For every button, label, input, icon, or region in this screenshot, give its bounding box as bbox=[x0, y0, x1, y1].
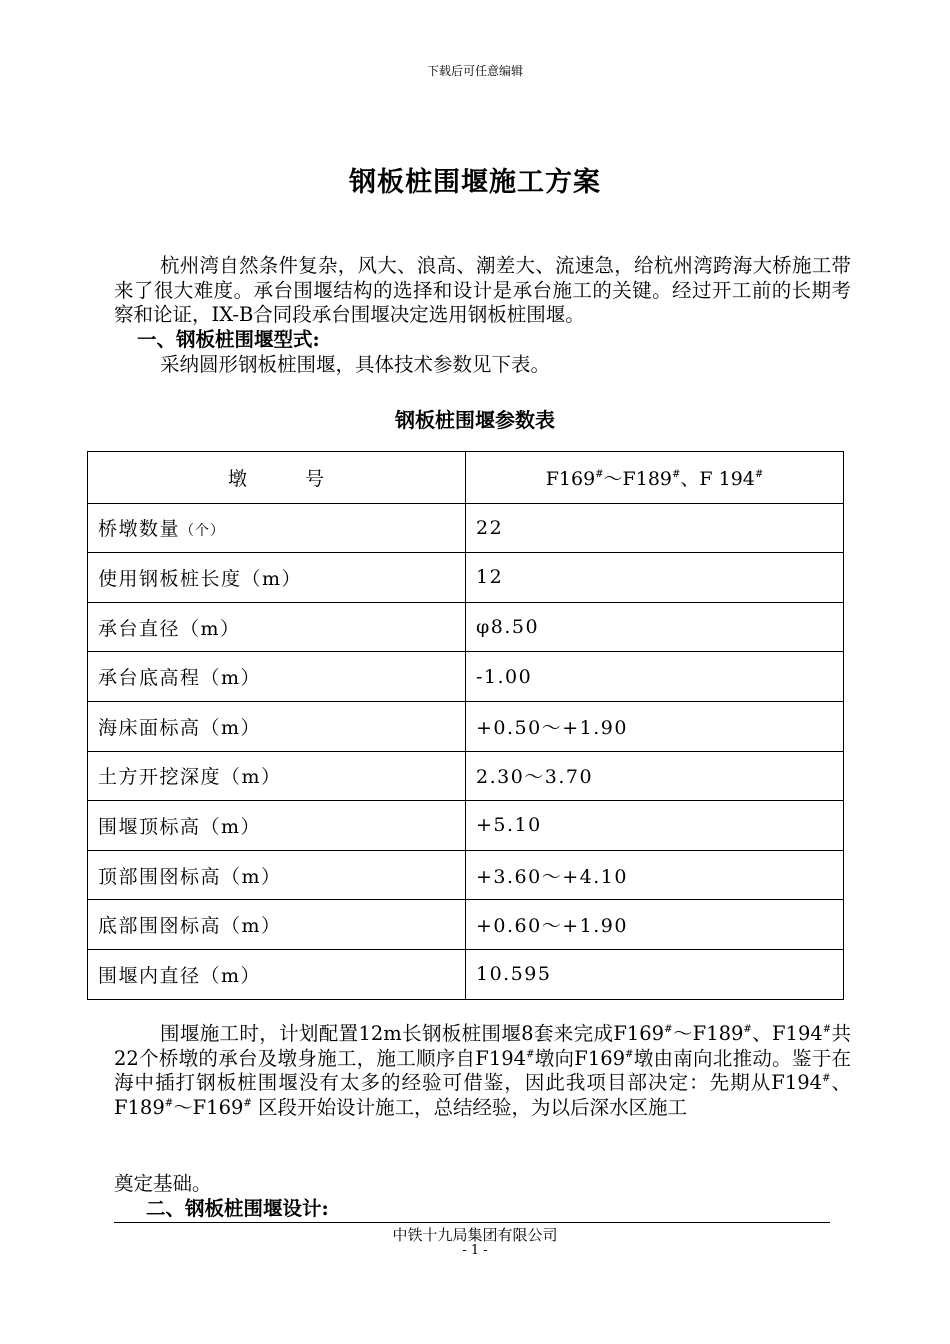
construction-paragraph: 围堰施工时，计划配置12m长钢板桩围堰8套来完成F169#～F189#、F194#共22个桥墩的承台及墩身施工，施工顺序自F194#墩向F169#墩由南向北推动。鉴于在海中插打钢板桩围堰没有太多的经验可借鉴，因此我项目部决定：先期从F194#、F189#～F169# 区段开始设计施工，总结经验，为以后深水区施工 bbox=[114, 1022, 852, 1119]
table-cell-label: 土方开挖深度（m） bbox=[88, 751, 466, 801]
table-cell-value: +3.60～+4.10 bbox=[466, 850, 844, 900]
table-header-row bbox=[88, 452, 844, 504]
table-cell-value: -1.00 bbox=[466, 652, 844, 702]
table-cell-label: 底部围囹标高（m） bbox=[88, 900, 466, 950]
table-header-label: 墩号 bbox=[88, 452, 466, 504]
table-cell-value: φ8.50 bbox=[466, 602, 844, 652]
table-cell-value: 10.595 bbox=[466, 949, 844, 999]
table-title: 钢板桩围堰参数表 bbox=[395, 408, 555, 432]
closing-text: 奠定基础。 bbox=[114, 1172, 212, 1195]
table-row bbox=[88, 701, 844, 751]
table-cell-value: 22 bbox=[466, 503, 844, 553]
table-cell-label: 使用钢板桩长度（m） bbox=[88, 553, 466, 603]
table-row bbox=[88, 949, 844, 999]
table-cell-value: +5.10 bbox=[466, 801, 844, 851]
section-1-text: 采纳圆形钢板桩围堰，具体技术参数见下表。 bbox=[160, 353, 551, 376]
table-cell-label: 海床面标高（m） bbox=[88, 701, 466, 751]
table-cell-value: +0.50～+1.90 bbox=[466, 701, 844, 751]
table-row bbox=[88, 652, 844, 702]
section-2-heading: 二、钢板桩围堰设计: bbox=[114, 1197, 830, 1223]
table-cell-label: 顶部围囹标高（m） bbox=[88, 850, 466, 900]
table-row bbox=[88, 751, 844, 801]
table-cell-label: 桥墩数量（个） bbox=[88, 503, 466, 553]
table-header-value: F169#～F189#、F 194# bbox=[466, 452, 844, 504]
document-title: 钢板桩围堰施工方案 bbox=[349, 167, 601, 198]
table-cell-value: +0.60～+1.90 bbox=[466, 900, 844, 950]
table-row bbox=[88, 900, 844, 950]
footer-company: 中铁十九局集团有限公司 bbox=[392, 1226, 558, 1244]
table-row bbox=[88, 553, 844, 603]
table-cell-value: 2.30～3.70 bbox=[466, 751, 844, 801]
intro-paragraph: 杭州湾自然条件复杂，风大、浪高、潮差大、流速急，给杭州湾跨海大桥施工带来了很大难度。承台围堰结构的选择和设计是承台施工的关键。经过开工前的长期考察和论证，IX-B合同段承台围堰决定选用钢板桩围堰。 bbox=[114, 254, 851, 326]
table-cell-label: 围堰内直径（m） bbox=[88, 949, 466, 999]
table-cell-label: 承台底高程（m） bbox=[88, 652, 466, 702]
table-row bbox=[88, 850, 844, 900]
page-number: - 1 - bbox=[462, 1243, 488, 1258]
table-row bbox=[88, 602, 844, 652]
table-cell-label: 围堰顶标高（m） bbox=[88, 801, 466, 851]
header-note: 下载后可任意编辑 bbox=[426, 64, 523, 78]
table-cell-value: 12 bbox=[466, 553, 844, 603]
section-1-heading: 一、钢板桩围堰型式: bbox=[137, 328, 320, 351]
table-cell-label: 承台直径（m） bbox=[88, 602, 466, 652]
parameter-table bbox=[87, 451, 844, 1000]
table-row bbox=[88, 503, 844, 553]
table-row bbox=[88, 801, 844, 851]
